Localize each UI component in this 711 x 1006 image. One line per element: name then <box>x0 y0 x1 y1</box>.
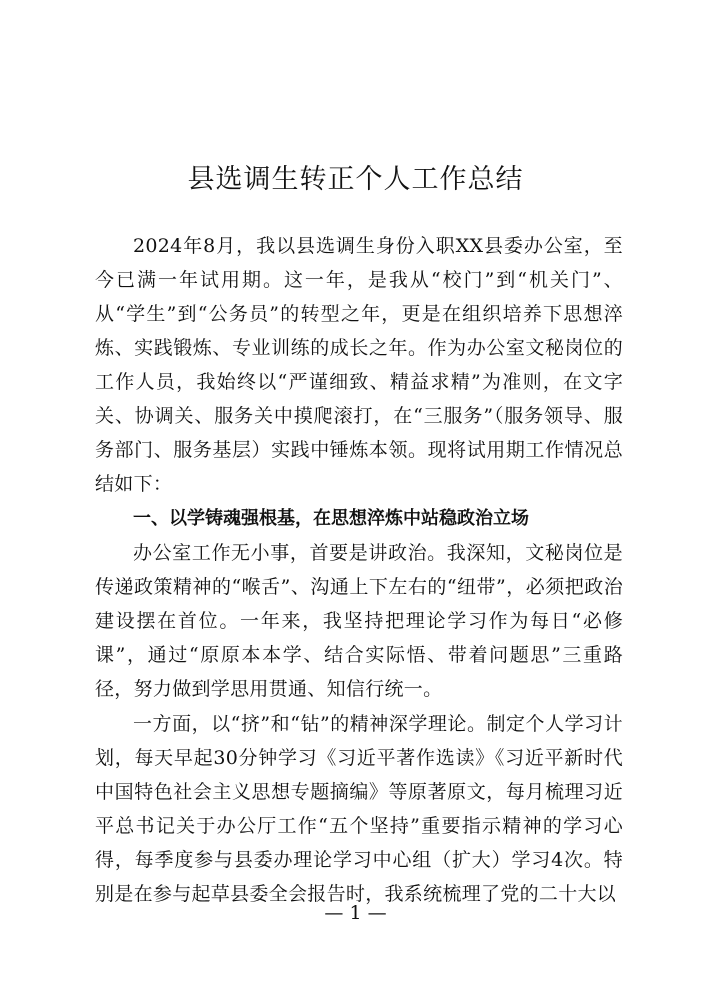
page-number: — 1 — <box>324 902 387 924</box>
paragraph-study: 一方面，以“挤”和“钻”的精神深学理论。制定个人学习计划，每天早起30分钟学习《习近平著作选读》《习近平新时代中国特色社会主义思想专题摘编》等原著原文，每月梳理习近平总书记关于办公厅工作“五个坚持”重要指示精神的学习心得，每季度参与县委办理论学习中心组（扩大）学习4次。特别是在参与起草县委全会报告时，我系统梳理了党的二十大以 <box>95 713 623 905</box>
paragraph-intro: 2024年8月，我以县选调生身份入职XX县委办公室，至今已满一年试用期。这一年，是我从“校门”到“机关门”、从“学生”到“公务员”的转型之年，更是在组织培养下思想淬炼、实践锻炼、专业训练的成长之年。作为办公室文秘岗位的工作人员，我始终以“严谨细致、精益求精”为准则，在文字关、协调关、服务关中摸爬滚打，在“三服务”（服务领导、服务部门、服务基层）实践中锤炼本领。现将试用期工作情况总结如下： <box>95 235 623 495</box>
paragraph-politics: 办公室工作无小事，首要是讲政治。我深知，文秘岗位是传递政策精神的“喉舌”、沟通上下左右的“纽带”，必须把政治建设摆在首位。一年来，我坚持把理论学习作为每日“必修课”，通过“原原本本学、结合实际悟、带着问题思”三重路径，努力做到学思用贯通、知信行统一。 <box>95 542 623 700</box>
document-body <box>95 229 623 912</box>
document-title: 县选调生转正个人工作总结 <box>187 164 524 195</box>
section-heading-1: 一、以学铸魂强根基，在思想淬炼中站稳政治立场 <box>133 508 529 529</box>
